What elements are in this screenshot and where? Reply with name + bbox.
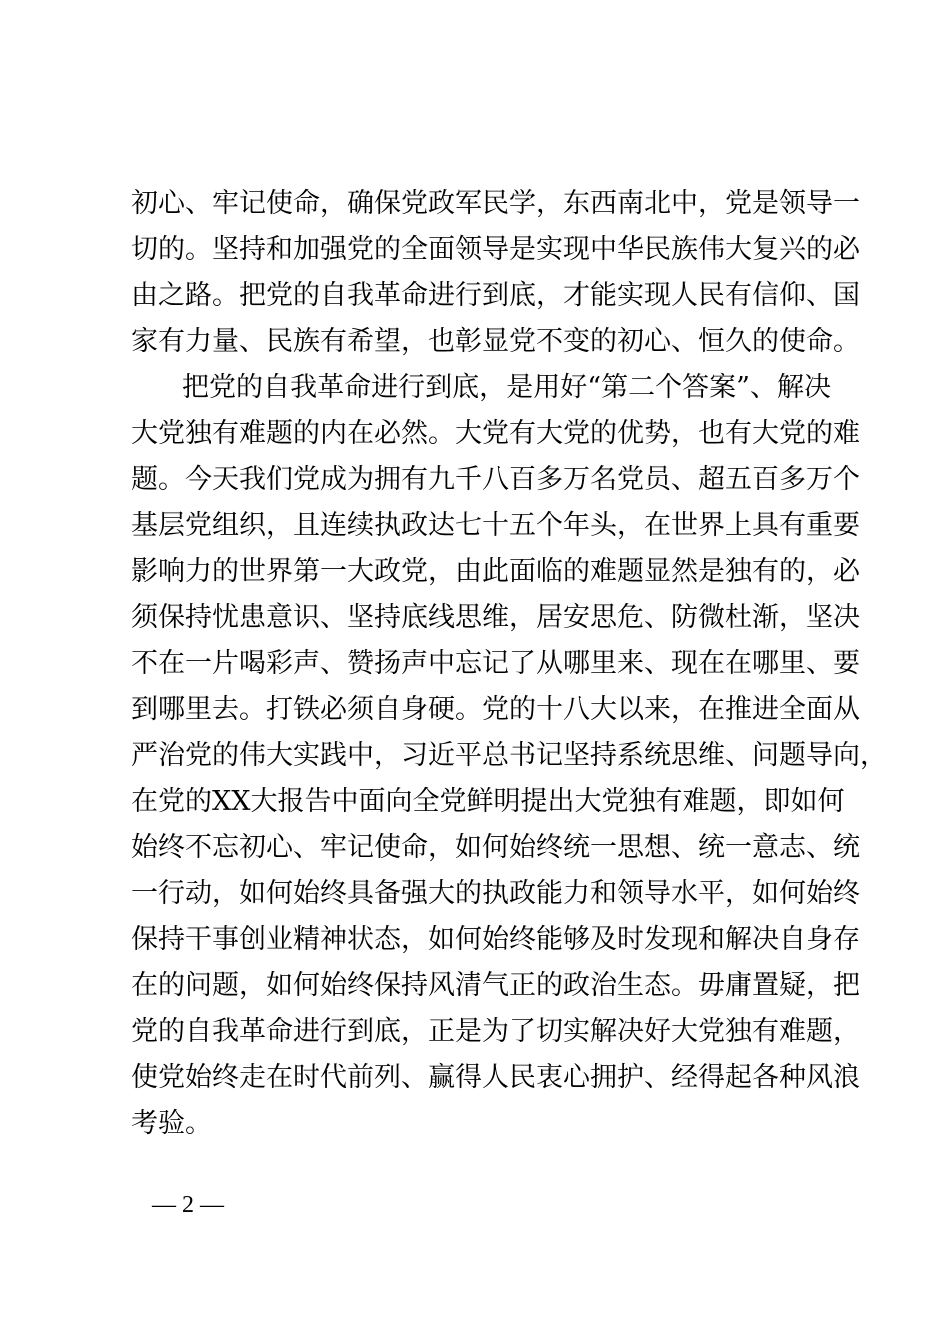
page-number: — 2 — bbox=[152, 1192, 224, 1218]
text-line: 一行动，如何始终具备强大的执政能力和领导水平，如何始终 bbox=[131, 878, 860, 909]
text-line: 考验。 bbox=[131, 1108, 212, 1139]
text-line: 使党始终走在时代前列、赢得人民衷心拥护、经得起各种风浪 bbox=[131, 1062, 860, 1093]
text-line: 到哪里去。打铁必须自身硬。党的十八大以来，在推进全面从 bbox=[131, 694, 860, 725]
text-line: 在的问题，如何始终保持风清气正的政治生态。毋庸置疑，把 bbox=[131, 970, 860, 1001]
text-line: 大党独有难题的内在必然。大党有大党的优势，也有大党的难 bbox=[131, 418, 860, 449]
text-line: 在党的XX大报告中面向全党鲜明提出大党独有难题，即如何 bbox=[131, 786, 845, 817]
paragraph-2 bbox=[131, 365, 887, 1147]
text-line: 不在一片喝彩声、赞扬声中忘记了从哪里来、现在在哪里、要 bbox=[131, 648, 860, 679]
text-line: 家有力量、民族有希望，也彰显党不变的初心、恒久的使命。 bbox=[131, 326, 860, 357]
text-line: 初心、牢记使命，确保党政军民学，东西南北中，党是领导一 bbox=[131, 188, 860, 219]
text-line: 切的。坚持和加强党的全面领导是实现中华民族伟大复兴的必 bbox=[131, 234, 860, 265]
text-line: 题。今天我们党成为拥有九千八百多万名党员、超五百多万个 bbox=[131, 464, 860, 495]
text-line: 保持干事创业精神状态，如何始终能够及时发现和解决自身存 bbox=[131, 924, 860, 955]
document-body bbox=[131, 181, 887, 1147]
paragraph-1 bbox=[131, 181, 860, 365]
text-line: 党的自我革命进行到底，正是为了切实解决好大党独有难题， bbox=[131, 1016, 860, 1047]
text-line: 基层党组织，且连续执政达七十五个年头，在世界上具有重要 bbox=[131, 510, 860, 541]
text-line: 把党的自我革命进行到底，是用好“第二个答案”、解决 bbox=[182, 372, 831, 403]
text-line: 始终不忘初心、牢记使命，如何始终统一思想、统一意志、统 bbox=[131, 832, 860, 863]
text-line: 影响力的世界第一大政党，由此面临的难题显然是独有的，必 bbox=[131, 556, 860, 587]
text-line: 由之路。把党的自我革命进行到底，才能实现人民有信仰、国 bbox=[131, 280, 860, 311]
text-line: 严治党的伟大实践中，习近平总书记坚持系统思维、问题导向， bbox=[131, 740, 887, 771]
text-line: 须保持忧患意识、坚持底线思维，居安思危、防微杜渐，坚决 bbox=[131, 602, 860, 633]
